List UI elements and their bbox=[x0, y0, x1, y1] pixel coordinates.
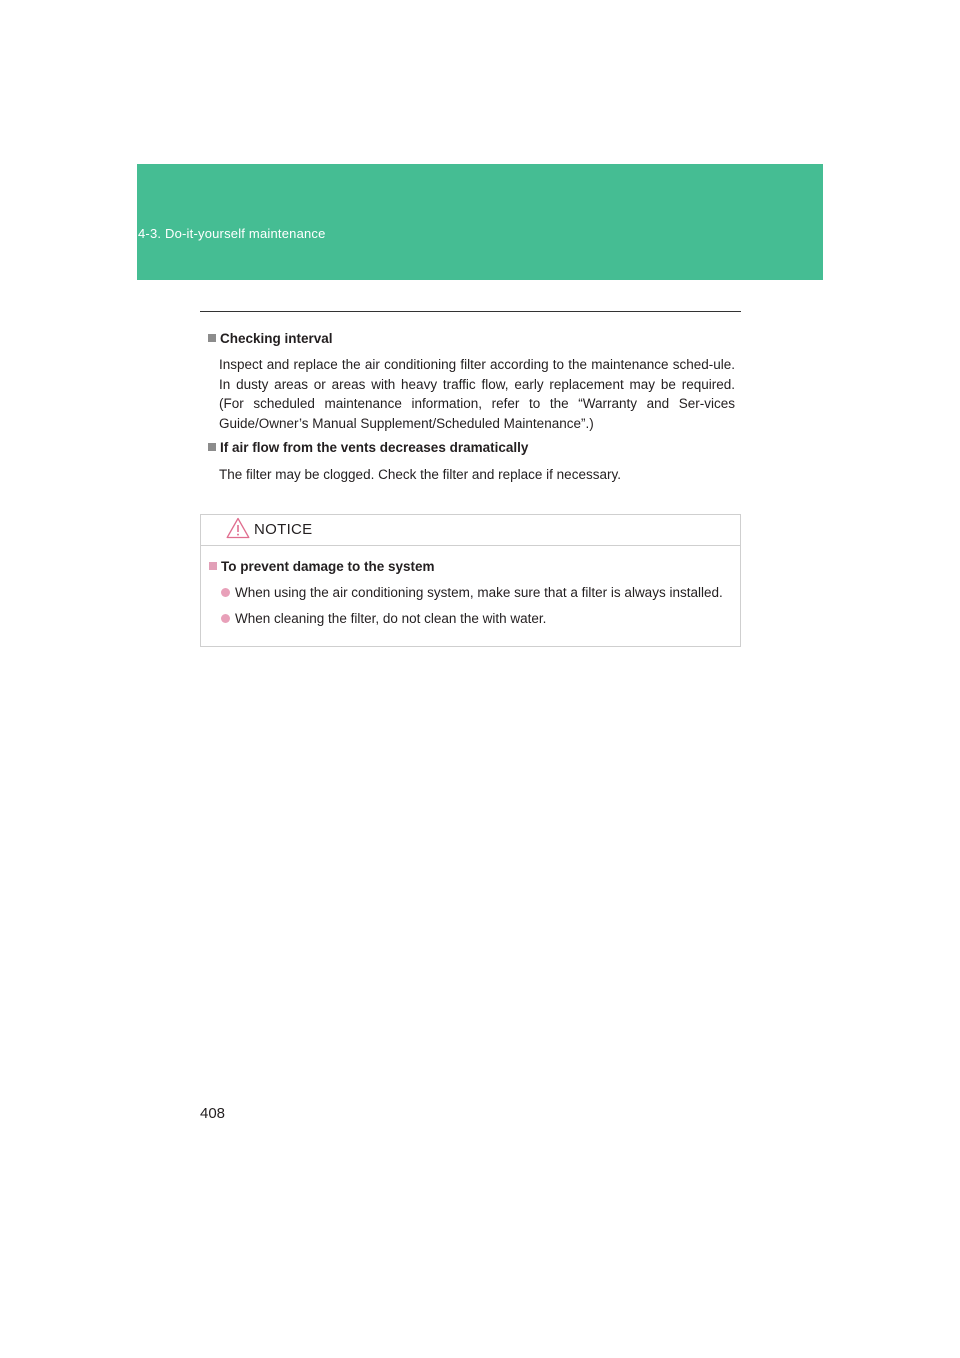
round-bullet-icon bbox=[221, 588, 230, 597]
notice-item-text: When cleaning the filter, do not clean the with water. bbox=[235, 611, 547, 626]
header-band bbox=[137, 164, 823, 280]
divider bbox=[200, 311, 741, 312]
notice-item bbox=[221, 585, 723, 600]
notice-box bbox=[200, 514, 741, 647]
item-heading-text: Checking interval bbox=[220, 331, 333, 346]
notice-heading-text: To prevent damage to the system bbox=[221, 559, 435, 574]
notice-title: NOTICE bbox=[254, 521, 313, 538]
warning-triangle-icon bbox=[226, 517, 250, 539]
item-body-air-flow: The filter may be clogged. Check the filter and replace if necessary. bbox=[219, 467, 621, 482]
square-bullet-icon bbox=[208, 443, 216, 451]
notice-heading bbox=[209, 559, 435, 574]
round-bullet-icon bbox=[221, 614, 230, 623]
page-number: 408 bbox=[200, 1105, 226, 1122]
notice-header bbox=[201, 515, 740, 546]
item-heading-checking-interval bbox=[208, 331, 333, 346]
section-title: 4-3. Do-it-yourself maintenance bbox=[138, 226, 326, 241]
square-bullet-icon bbox=[208, 334, 216, 342]
notice-item bbox=[221, 611, 546, 626]
notice-item-text: When using the air conditioning system, make sure that a filter is always installed. bbox=[235, 585, 723, 600]
square-bullet-icon bbox=[209, 562, 217, 570]
item-heading-air-flow bbox=[208, 440, 528, 455]
item-body-checking-interval: Inspect and replace the air conditioning filter according to the maintenance sched-ule. In dusty areas or areas with heavy traffic flow, early replacement may be required. (For scheduled maintenance information, refer to the “Warranty and Ser-vices Guide/Owner’s Manual Supplement/Scheduled Maintenance”.) bbox=[219, 357, 735, 431]
item-heading-text: If air flow from the vents decreases dramatically bbox=[220, 440, 529, 455]
